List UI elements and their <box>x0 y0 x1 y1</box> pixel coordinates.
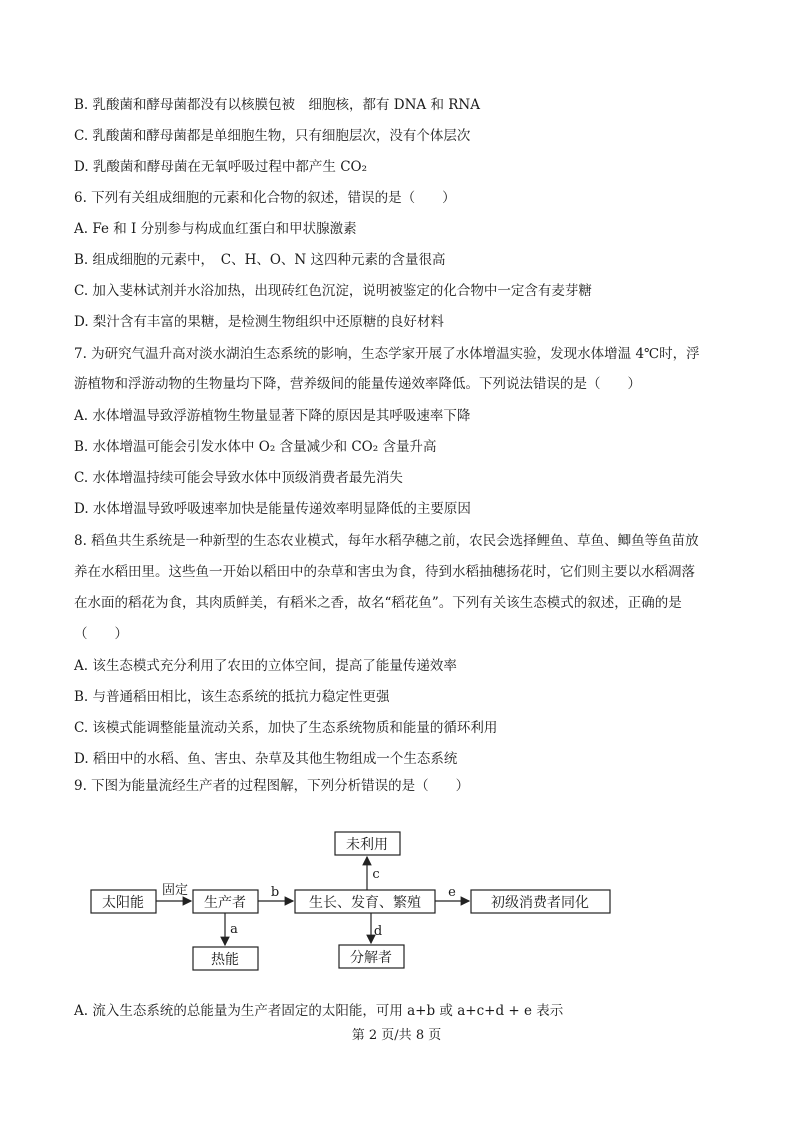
option-6c: C. 加入斐林试剂并水浴加热，出现砖红色沉淀，说明被鉴定的化合物中一定含有麦芽糖 <box>74 283 592 299</box>
fix-arrow-label: 固定 <box>161 883 189 898</box>
a-label: a <box>230 922 238 937</box>
sun-label: 太阳能 <box>102 895 144 911</box>
option-6a: A. Fe 和 I 分别参与构成血红蛋白和甲状腺激素 <box>74 221 357 237</box>
option-8c: C. 该模式能调整能量流动关系，加快了生态系统物质和能量的循环利用 <box>74 720 498 736</box>
option-7d: D. 水体增温导致呼吸速率加快是能量传递效率明显降低的主要原因 <box>74 501 471 517</box>
option-6b: B. 组成细胞的元素中， C、H、O、N 这四种元素的含量很高 <box>74 252 446 268</box>
growth-label: 生长、发育、繁殖 <box>309 895 421 911</box>
question-8-line-2: 养在水稻田里。这些鱼一开始以稻田中的杂草和害虫为食，待到水稻抽穗扬花时，它们则主要以水稻凋落 <box>74 564 695 580</box>
d-label: d <box>373 924 383 939</box>
producer-label: 生产者 <box>204 895 246 911</box>
consumer-label: 初级消费者同化 <box>491 895 589 911</box>
option-8b: B. 与普通稻田相比，该生态系统的抵抗力稳定性更强 <box>74 689 390 705</box>
page-footer: 第 2 页/共 8 页 <box>351 1028 442 1043</box>
option-9a: A. 流入生态系统的总能量为生产者固定的太阳能，可用 a+b 或 a+c+d + e 表示 <box>74 1003 564 1019</box>
question-8-line-1: 8. 稻鱼共生系统是一种新型的生态农业模式，每年水稻孕穗之前，农民会选择鲤鱼、草鱼、鲫鱼等鱼苗放 <box>74 533 699 549</box>
option-7b: B. 水体增温可能会引发水体中 O₂ 含量减少和 CO₂ 含量升高 <box>74 439 437 455</box>
c-label: c <box>372 867 380 882</box>
option-8a: A. 该生态模式充分利用了农田的立体空间，提高了能量传递效率 <box>74 658 457 674</box>
option-5c: C. 乳酸菌和酵母菌都是单细胞生物，只有细胞层次，没有个体层次 <box>74 128 471 144</box>
e-label: e <box>448 885 456 900</box>
decomposer-label: 分解者 <box>350 950 392 966</box>
option-6d: D. 梨汁含有丰富的果糖，是检测生物组织中还原糖的良好材料 <box>74 314 444 330</box>
option-5d: D. 乳酸菌和酵母菌在无氧呼吸过程中都产生 CO₂ <box>74 159 368 175</box>
question-9: 9. 下图为能量流经生产者的过程图解，下列分析错误的是（ ） <box>74 778 470 794</box>
option-7c: C. 水体增温持续可能会导致水体中顶级消费者最先消失 <box>74 470 403 486</box>
option-5b: B. 乳酸菌和酵母菌都没有以核膜包被 细胞核，都有 DNA 和 RNA <box>74 97 480 113</box>
question-8-line-3: 在水面的稻花为食，其肉质鲜美，有稻米之香，故名“稻花鱼”。下列有关该生态模式的叙述，正确的是 <box>74 595 682 611</box>
question-6: 6. 下列有关组成细胞的元素和化合物的叙述，错误的是（ ） <box>74 190 456 206</box>
question-7-line-2: 游植物和浮游动物的生物量均下降，营养级间的能量传递效率降低。下列说法错误的是（ ） <box>74 376 641 392</box>
question-8-line-4: （ ） <box>74 626 128 642</box>
question-7-line-1: 7. 为研究气温升高对淡水湖泊生态系统的影响，生态学家开展了水体增温实验，发现水体增温 4℃时，浮 <box>74 346 700 362</box>
heat-label: 热能 <box>211 952 239 968</box>
b-label: b <box>270 885 280 900</box>
unused-label: 未利用 <box>346 837 388 853</box>
option-7a: A. 水体增温导致浮游植物生物量显著下降的原因是其呼吸速率下降 <box>74 408 471 424</box>
option-8d: D. 稻田中的水稻、鱼、害虫、杂草及其他生物组成一个生态系统 <box>74 751 458 767</box>
energy-flow-diagram <box>0 820 793 980</box>
